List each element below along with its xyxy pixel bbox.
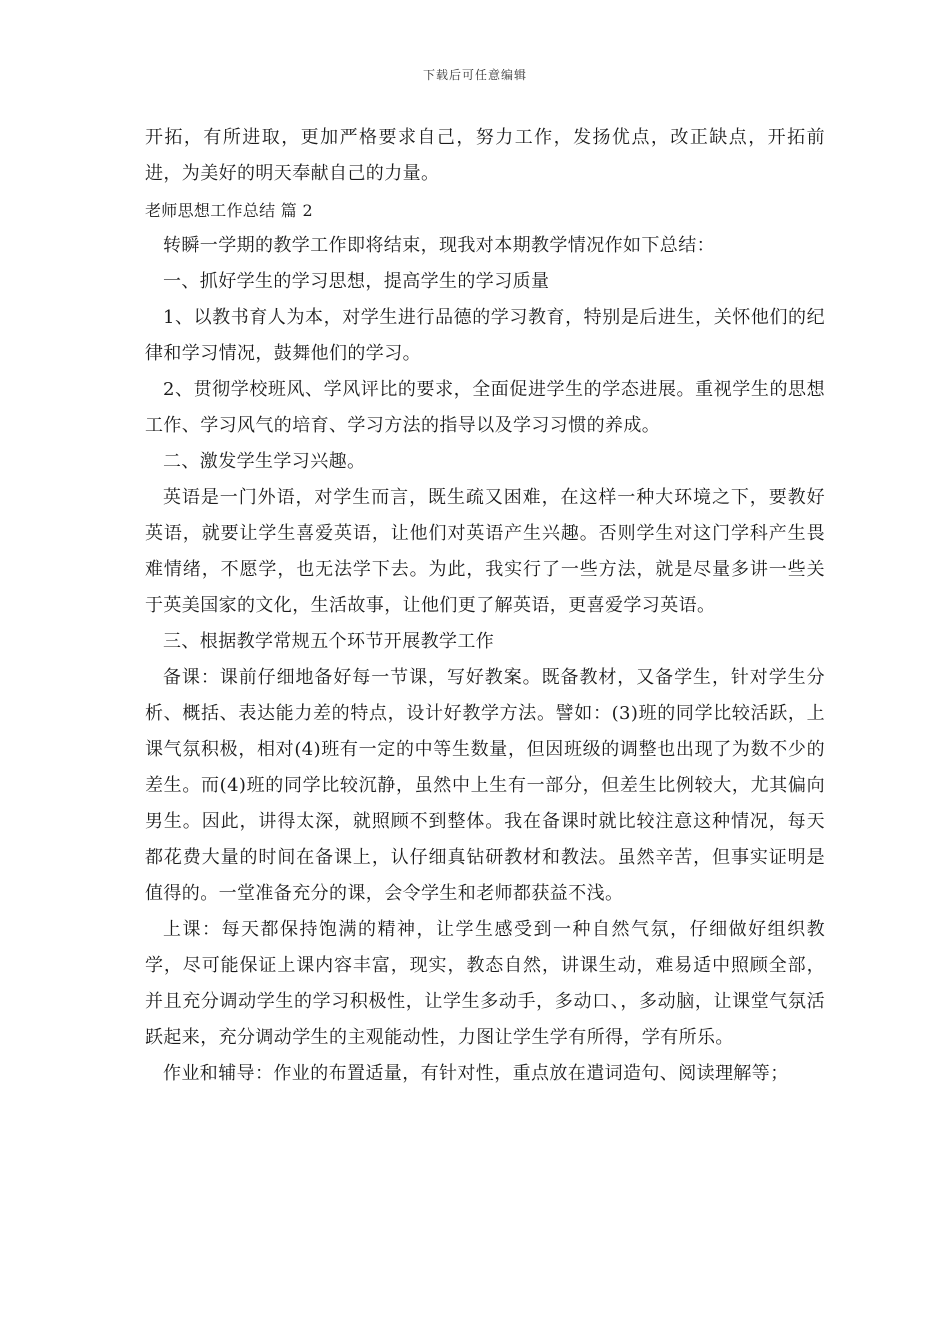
paragraph-item-2: 2、贯彻学校班风、学风评比的要求，全面促进学生的学态进展。重视学生的思想工作、学习风气的培育、学习方法的指导以及学习习惯的养成。	[145, 379, 825, 436]
paragraph-lesson-prep: 备课：课前仔细地备好每一节课，写好教案。既备教材，又备学生，针对学生分析、概括、表达能力差的特点，设计好教学方法。譬如：(3)班的同学比较活跃，上课气氛积极，相对(4)班有一定的中等生数量，但因班级的调整也出现了为数不少的差生。而(4)班的同学比较沉静，虽然中上生有一部分，但差生比例较大，尤其偏向男生。因此，讲得太深，就照顾不到整体。我在备课时就比较注意这种情况，每天都花费大量的时间在备课上，认仔细真钻研教材和教法。虽然辛苦，但事实证明是值得的。一堂准备充分的课，会令学生和老师都获益不浅。	[145, 667, 825, 904]
heading-one: 一、抓好学生的学习思想，提高学生的学习质量	[163, 271, 550, 292]
page-header: 下载后可任意编辑	[422, 68, 527, 82]
section-title: 老师思想工作总结 篇 2	[145, 201, 313, 220]
paragraph-item-1: 1、以教书育人为本，对学生进行品德的学习教育，特别是后进生，关怀他们的纪律和学习情况，鼓舞他们的学习。	[145, 307, 825, 364]
heading-two: 二、激发学生学习兴趣。	[163, 451, 366, 472]
document-body	[145, 120, 825, 1092]
paragraph-intro: 转瞬一学期的教学工作即将结束，现我对本期教学情况作如下总结：	[163, 235, 715, 256]
paragraph-class-teaching: 上课：每天都保持饱满的精神，让学生感受到一种自然气氛，仔细做好组织教学，尽可能保证上课内容丰富，现实，教态自然，讲课生动，难易适中照顾全部，并且充分调动学生的学习积极性，让学生多动手，多动口、，多动脑，让课堂气氛活跃起来，充分调动学生的主观能动性，力图让学生学有所得，学有所乐。	[145, 919, 825, 1048]
paragraph-continuation: 开拓，有所进取，更加严格要求自己，努力工作，发扬优点，改正缺点，开拓前进，为美好的明天奉献自己的力量。	[145, 127, 825, 184]
paragraph-homework: 作业和辅导：作业的布置适量，有针对性，重点放在遣词造句、阅读理解等；	[163, 1063, 789, 1084]
heading-three: 三、根据教学常规五个环节开展教学工作	[163, 631, 495, 652]
paragraph-english-interest: 英语是一门外语，对学生而言，既生疏又困难，在这样一种大环境之下，要教好英语，就要让学生喜爱英语，让他们对英语产生兴趣。否则学生对这门学科产生畏难情绪，不愿学，也无法学下去。为此，我实行了一些方法，就是尽量多讲一些关于英美国家的文化，生活故事，让他们更了解英语，更喜爱学习英语。	[145, 487, 825, 616]
